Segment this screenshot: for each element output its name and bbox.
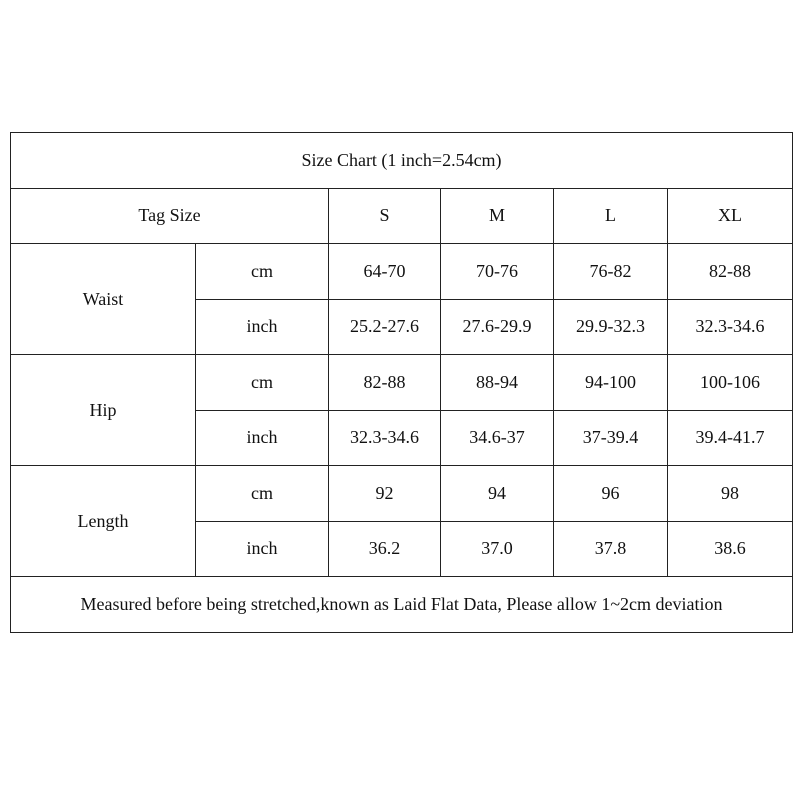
measurement-cell: 88-94 [441,355,554,411]
measurement-cell: 100-106 [668,355,793,411]
measure-name: Hip [11,355,196,466]
unit-label: cm [196,244,329,300]
measurement-cell: 76-82 [554,244,668,300]
measurement-cell: 37.8 [554,521,668,577]
size-header: XL [668,188,793,244]
measurement-cell: 96 [554,466,668,522]
unit-label: cm [196,466,329,522]
footer-row [11,577,793,633]
measurement-cell: 82-88 [329,355,441,411]
measurement-cell: 32.3-34.6 [668,299,793,355]
measurement-cell: 39.4-41.7 [668,410,793,466]
measure-name: Waist [11,244,196,355]
measurement-cell: 29.9-32.3 [554,299,668,355]
unit-label: inch [196,299,329,355]
measure-name: Length [11,466,196,577]
table-row [11,466,793,522]
measurement-cell: 94-100 [554,355,668,411]
title-row [11,133,793,189]
measurement-cell: 37.0 [441,521,554,577]
measurement-cell: 94 [441,466,554,522]
measurement-cell: 92 [329,466,441,522]
size-header: S [329,188,441,244]
measurement-cell: 64-70 [329,244,441,300]
measurement-cell: 25.2-27.6 [329,299,441,355]
unit-label: inch [196,521,329,577]
measurement-cell: 27.6-29.9 [441,299,554,355]
measurement-cell: 70-76 [441,244,554,300]
measurement-cell: 32.3-34.6 [329,410,441,466]
table-row [11,355,793,411]
unit-label: inch [196,410,329,466]
tag-size-label: Tag Size [11,188,329,244]
measurement-cell: 38.6 [668,521,793,577]
header-row [11,188,793,244]
measurement-cell: 37-39.4 [554,410,668,466]
footer-note: Measured before being stretched,known as Laid Flat Data, Please allow 1~2cm deviation [11,577,793,633]
chart-title: Size Chart (1 inch=2.54cm) [11,133,793,189]
measurement-cell: 98 [668,466,793,522]
size-header: L [554,188,668,244]
size-header: M [441,188,554,244]
measurement-cell: 82-88 [668,244,793,300]
size-chart-table [10,132,793,633]
unit-label: cm [196,355,329,411]
table-row [11,244,793,300]
measurement-cell: 36.2 [329,521,441,577]
measurement-cell: 34.6-37 [441,410,554,466]
